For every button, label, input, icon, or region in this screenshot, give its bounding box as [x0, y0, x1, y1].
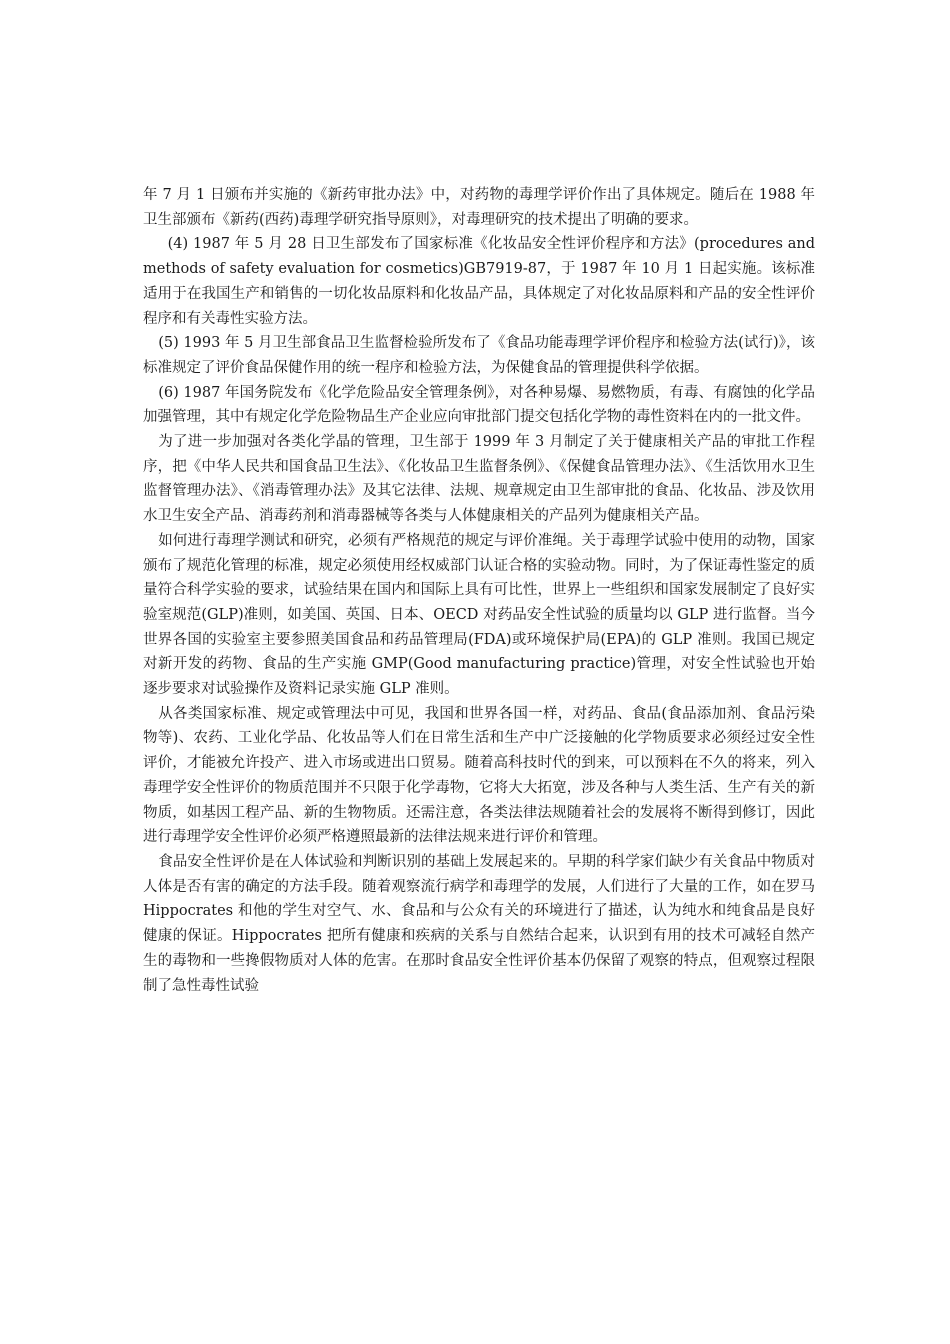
- paragraph-item-5: (5) 1993 年 5 月卫生部食品卫生监督检验所发布了《食品功能毒理学评价程序和检验方法(试行)》，该标准规定了评价食品保健作用的统一程序和检验方法，为保健食品的管理提供科学依据。: [143, 335, 815, 376]
- paragraph-glp: 如何进行毒理学测试和研究，必须有严格规范的规定与评价准绳。关于毒理学试验中使用的动物，国家颁布了规范化管理的标准，规定必须使用经权威部门认证合格的实验动物。同时，为了保证毒性鉴定的质量符合科学实验的要求，试验结果在国内和国际上具有可比性，世界上一些组织和国家发展制定了良好实验室规范(GLP)准则，如美国、英国、日本、OECD 对药品安全性试验的质量均以 GLP 进行监督。当今世界各国的实验室主要参照美国食品和药品管理局(FDA)或环境保护局(EPA)的 GLP 准则。我国已规定对新开发的药物、食品的生产实施 GMP(Good manufacturing practice)管理，对安全性试验也开始逐步要求对试验操作及资料记录实施 GLP 准则。: [143, 532, 815, 698]
- paragraph-safety-evaluation-scope: 从各类国家标准、规定或管理法中可见，我国和世界各国一样，对药品、食品(食品添加剂、食品污染物等)、农药、工业化学品、化妆品等人们在日常生活和生产中广泛接触的化学物质要求必须经过安全性评价，才能被允许投产、进入市场或进出口贸易。随着高科技时代的到来，可以预料在不久的将来，列入毒理学安全性评价的物质范围并不只限于化学毒物，它将大大拓宽，涉及各种与人类生活、生产有关的新物质，如基因工程产品、新的生物物质。还需注意，各类法律法规随着社会的发展将不断得到修订，因此进行毒理学安全性评价必须严格遵照最新的法律法规来进行评价和管理。: [143, 705, 815, 846]
- paragraph-item-6: (6) 1987 年国务院发布《化学危险品安全管理条例》，对各种易爆、易燃物质，有毒、有腐蚀的化学品加强管理，其中有规定化学危险物品生产企业应向审批部门提交包括化学物的毒性资料在内的一批文件。: [143, 384, 815, 426]
- paragraph-continuation: 年 7 月 1 日颁布并实施的《新药审批办法》中，对药物的毒理学评价作出了具体规定。随后在 1988 年卫生部颁布《新药(西药)毒理学研究指导原则》，对毒理研究的技术提出了明确的要求。: [143, 187, 815, 228]
- paragraph-health-products: 为了进一步加强对各类化学晶的管理，卫生部于 1999 年 3 月制定了关于健康相关产品的审批工作程序，把《中华人民共和国食品卫生法》、《化妆品卫生监督条例》、《保健食品管理办法》、《生活饮用水卫生监督管理办法》、《消毒管理办法》及其它法律、法规、规章规定由卫生部审批的食品、化妆品、涉及饮用水卫生安全产品、消毒药剂和消毒器械等各类与人体健康相关的产品列为健康相关产品。: [143, 434, 815, 525]
- paragraph-food-safety-history: 食品安全性评价是在人体试验和判断识别的基础上发展起来的。早期的科学家们缺少有关食品中物质对人体是否有害的确定的方法手段。随着观察流行病学和毒理学的发展，人们进行了大量的工作，如在罗马 Hippocrates 和他的学生对空气、水、食品和与公众有关的环境进行了描述，认为纯水和纯食品是良好健康的保证。Hippocrates 把所有健康和疾病的关系与自然结合起来，认识到有用的技术可减轻自然产生的毒物和一些搀假物质对人体的危害。在那时食品安全性评价基本仍保留了观察的特点，但观察过程限制了急性毒性试验: [143, 853, 815, 994]
- document-body: [143, 183, 815, 998]
- paragraph-item-4: (4) 1987 年 5 月 28 日卫生部发布了国家标准《化妆品安全性评价程序和方法》(procedures and methods of safety evaluation for cosmetics)GB7919-87，于 1987 年 10 月 1 日起实施。该标准适用于在我国生产和销售的一切化妆品原料和化妆品产品，具体规定了对化妆品原料和产品的安全性评价程序和有关毒性实验方法。: [143, 236, 815, 327]
